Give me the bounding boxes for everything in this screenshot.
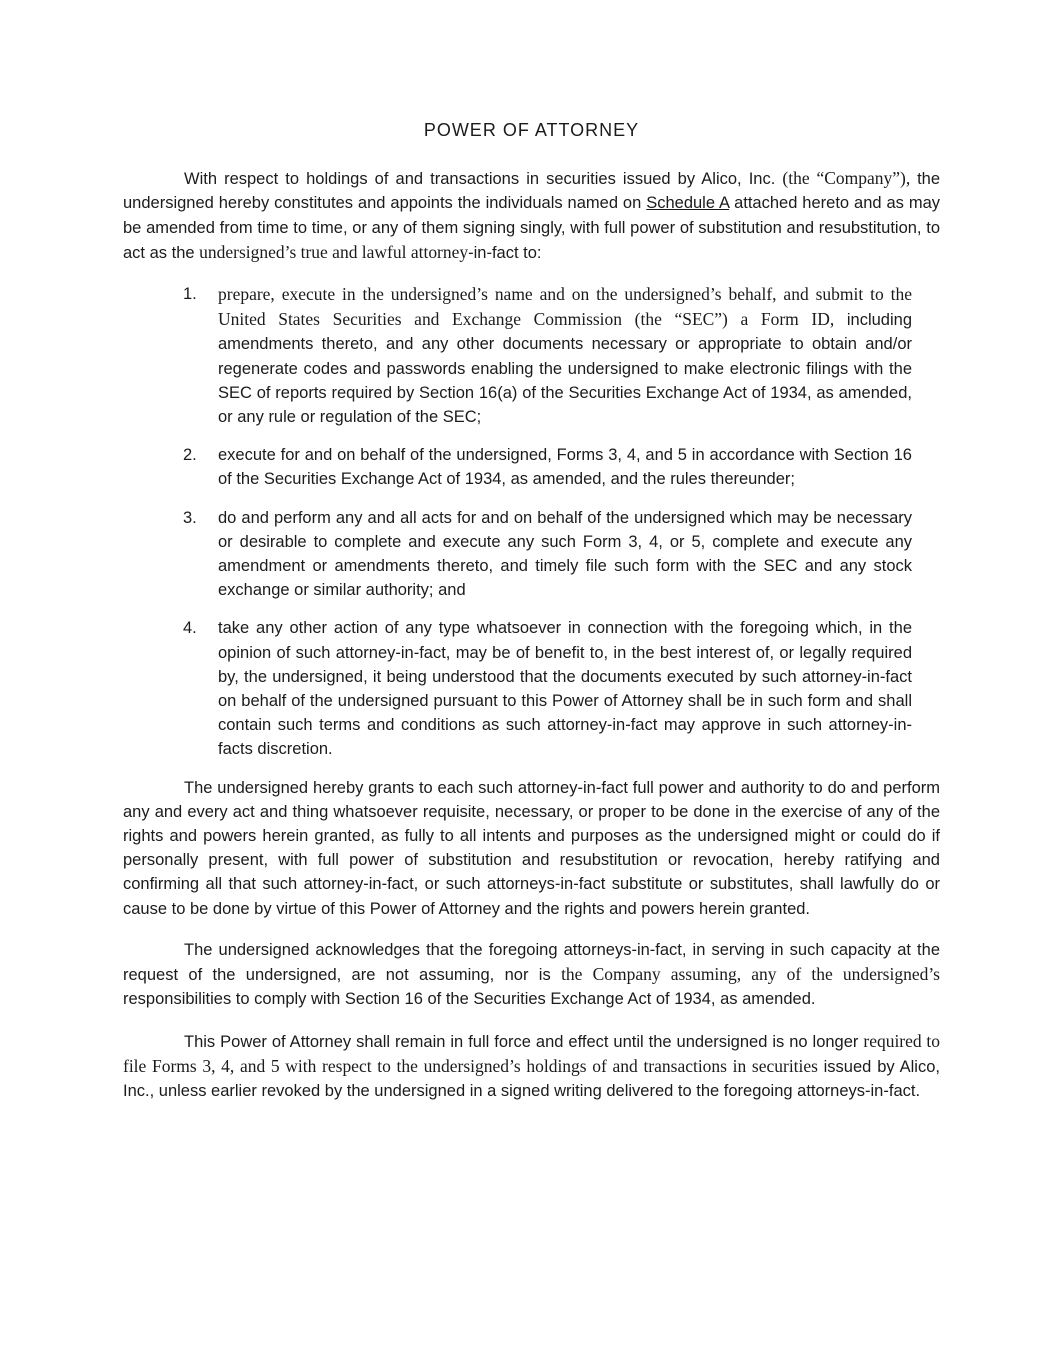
list-item-2 [183, 443, 912, 491]
list-item-1 [183, 282, 912, 429]
text-run: With respect to holdings of and transactions in securities issued by Alico, Inc. [184, 170, 783, 189]
text-run: undersigned’s true and lawful attorney [199, 241, 469, 262]
text-run: The undersigned hereby grants to each such attorney-in-fact full power and authority to do and perform any and every act and thing whatsoever requisite, necessary, or proper to be done in the exercise of any of the rights and powers herein granted, as fully to all intents and purposes as the undersigned might or could do if personally present, with full power of substitution and resubstitution or revocation, hereby ratifying and confirming all that such attorney-in-fact, or such attorneys-in-fact substitute or substitutes, shall lawfully do or cause to be done by virtue of this Power of Attorney and the rights and powers herein granted. [123, 778, 940, 918]
text-run: attached hereto and as may be amended from time to time, or any of them signing singly, with full power of substitution and resubstitution, to act as the [123, 194, 940, 262]
list-item-number: 3. [183, 508, 197, 527]
text-run: the undersigned hereby constitutes and appoints the individuals named on [123, 170, 940, 213]
list-item-number: 4. [183, 619, 197, 638]
list-item-number: 1. [183, 285, 197, 304]
powers-list [183, 282, 912, 762]
schedule-a-reference: Schedule A [646, 194, 730, 213]
grant-paragraph [123, 776, 940, 921]
text-run: prepare, execute in the undersigned’s name and on the undersigned’s behalf, and submit to the United States Securities and Exchange Commission (the “SEC”) a Form ID, [218, 284, 912, 330]
document-title: POWER OF ATTORNEY [423, 120, 640, 140]
text-run: (the “Company”), [782, 168, 918, 189]
text-run: required to file Forms 3, 4, and 5 with respect to the undersigned’s holdings of and transactions in securities [123, 1030, 940, 1076]
duration-paragraph [123, 1029, 940, 1104]
acknowledgement-paragraph [123, 938, 940, 1012]
text-run: the Company assuming, any of the undersigned’s [561, 964, 940, 985]
text-run: responsibilities to comply with Section 16 of the Securities Exchange Act of 1934, as amended. [123, 990, 816, 1009]
text-run: The undersigned acknowledges that the foregoing attorneys-in-fact, in serving in such capacity at the request of the undersigned, are not assuming, nor is [123, 940, 940, 985]
intro-paragraph [123, 166, 940, 265]
text-run: -in-fact to: [468, 243, 542, 262]
text-run: execute for and on behalf of the undersigned, Forms 3, 4, and 5 in accordance with Section 16 of the Securities Exchange Act of 1934, as amended, and the rules thereunder; [218, 446, 912, 489]
list-item-4 [183, 616, 912, 761]
list-item-3 [183, 506, 912, 603]
text-run: take any other action of any type whatsoever in connection with the foregoing which, in the opinion of such attorney-in-fact, may be of benefit to, in the best interest of, or legally required by, the undersigned, it being understood that the documents executed by such attorney-in-fact on behalf of the undersigned pursuant to this Power of Attorney shall be in such form and shall contain such terms and conditions as such attorney-in-fact may approve in such attorney-in-facts discretion. [218, 619, 912, 759]
text-run: including amendments thereto, and any other documents necessary or appropriate to obtain and/or regenerate codes and passwords enabling the undersigned to make electronic filings with the SEC of reports required by Section 16(a) of the Securities Exchange Act of 1934, as amended, or any rule or regulation of the SEC; [218, 311, 912, 427]
text-run: This Power of Attorney shall remain in full force and effect until the undersigned is no longer [184, 1032, 864, 1051]
text-run: do and perform any and all acts for and on behalf of the undersigned which may be necessary or desirable to complete and execute any such Form 3, 4, or 5, complete and execute any amendment or amendments thereto, and timely file such form with the SEC and any stock exchange or similar authority; and [218, 508, 912, 600]
list-item-number: 2. [183, 446, 197, 465]
text-run: issued by Alico, Inc., unless earlier revoked by the undersigned in a signed writing delivered to the foregoing attorneys-in-fact. [123, 1057, 940, 1100]
